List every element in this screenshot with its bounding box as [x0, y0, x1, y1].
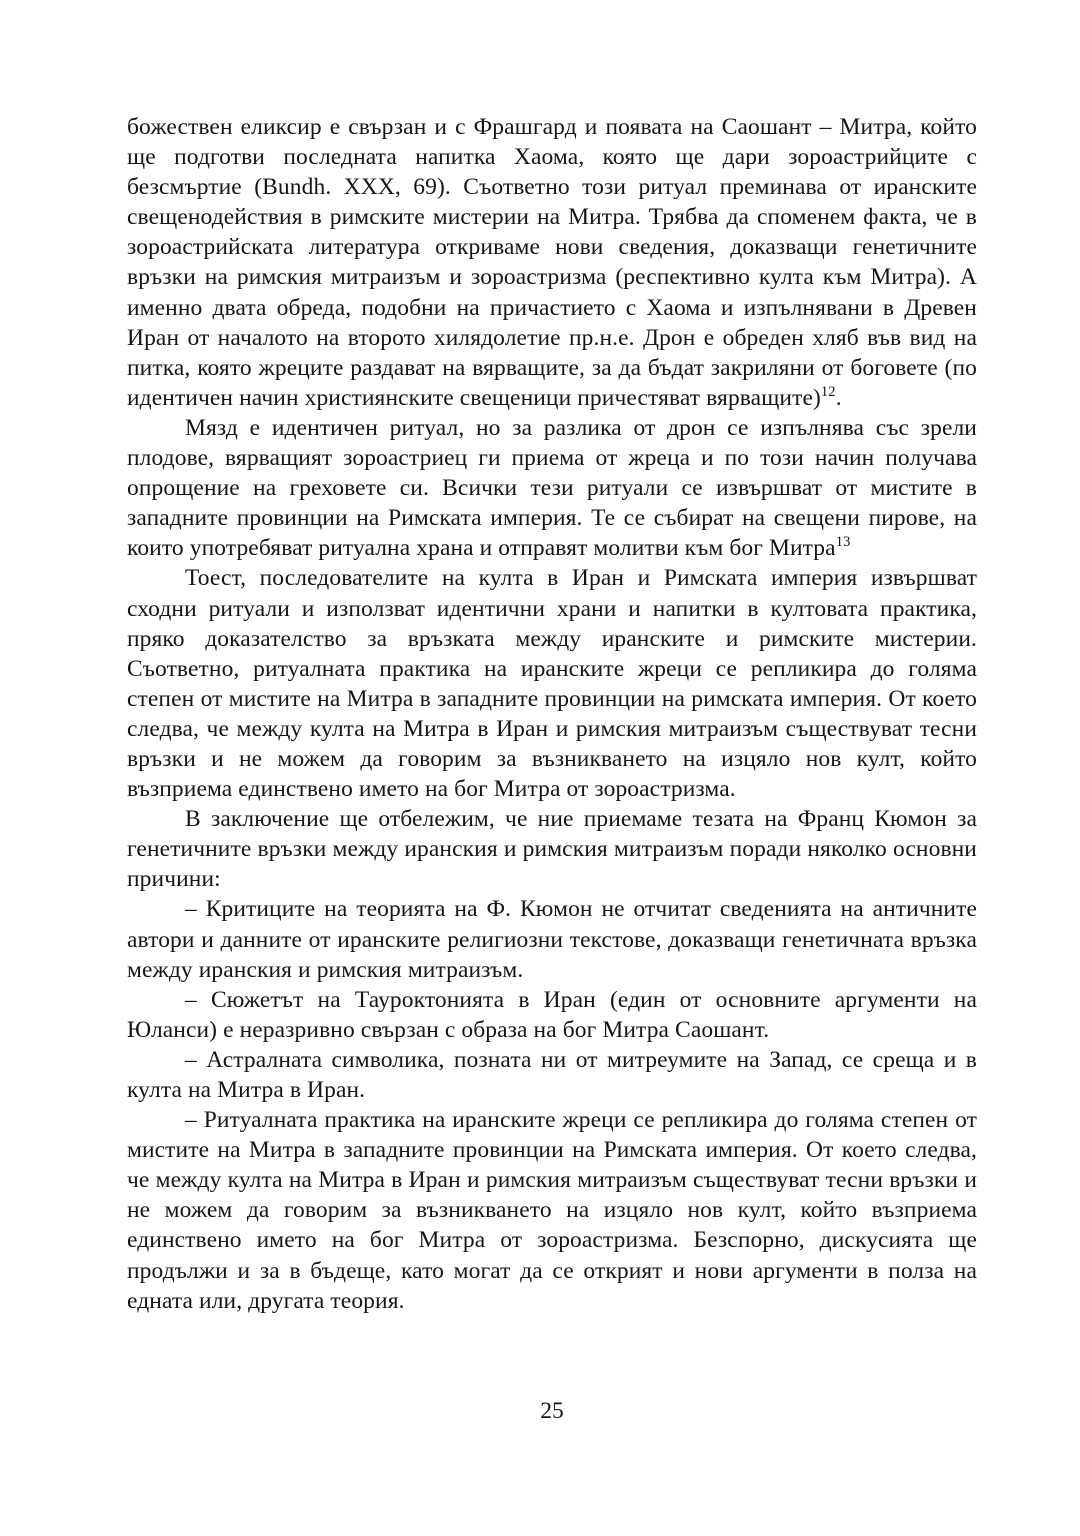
text-run: . — [835, 384, 842, 411]
text-run: – Ритуалната практика на иранските жреци се репликира до голяма степен от мистите на Митра в западните провинции на Римската империя. От което следва, че между култа на Митра в Иран и римския митраизъм съществуват тесни връзки и не можем да говорим за възникването на изцяло нов култ, който възприема единствено името на бог Митра от зороастризма. Безспорно, дискусията ще продължи и за в бъдеще, като могат да се открият и нови аргументи в полза на едната или, другата теория. — [127, 1107, 977, 1314]
paragraph-5 — [127, 894, 977, 984]
paragraph-8 — [127, 1105, 977, 1316]
text-run: В заключение ще отбележим, че ние приемаме тезата на Франц Кюмон за генетичните връзки между иранския и римския митраизъм поради няколко основни причини: — [127, 806, 977, 893]
text-run: Тоест, последователите на култа в Иран и Римската империя извършват сходни ритуали и използват идентични храни и напитки в култовата практика, пряко доказателство за връзката между иранските и римските мистерии. Съответно, ритуалната практика на иранските жреци се репликира до голяма степен от мистите на Митра в западните провинции на римската империя. От което следва, че между култа на Митра в Иран и римския митраизъм съществуват тесни връзки и не можем да говорим за възникването на изцяло нов култ, който възприема единствено името на бог Митра от зороастризма. — [127, 565, 977, 803]
footnote-ref: 12 — [820, 384, 836, 401]
footnote-ref: 13 — [835, 534, 851, 551]
paragraph-3 — [127, 563, 977, 804]
paragraph-1 — [127, 112, 977, 413]
text-run: божествен еликсир е свързан и с Фрашгард и появата на Саошант – Митра, който ще подготви последната напитка Хаома, която ще дари зороастрийците с безсмъртие (Bundh. XXX, 69). Съответно този ритуал преминава от иранските свещенодействия в римските мистерии на Митра. Трябва да споменем факта, че в зороастрийската литература откриваме нови сведения, доказващи генетичните връзки на римския митраизъм и зороастризма (респективно култа към Митра). А именно двата обреда, подобни на причастието с Хаома и изпълнявани в Древен Иран от началото на второто хилядолетие пр.н.е. Дрон е обреден хляб във вид на питка, която жреците раздават на вярващите, за да бъдат закриляни от боговете (по идентичен начин християнските свещеници причестяват вярващите) — [127, 114, 977, 411]
paragraph-6 — [127, 985, 977, 1045]
paragraph-2 — [127, 413, 977, 563]
page-number: 25 — [540, 1398, 564, 1424]
text-run: – Астралната символика, позната ни от митреумите на Запад, се среща и в култа на Митра в Иран. — [127, 1046, 977, 1103]
paragraph-4 — [127, 804, 977, 894]
text-run: – Сюжетът на Тауроктонията в Иран (един от основните аргументи на Юланси) е неразривно свързан с образа на бог Митра Саошант. — [127, 986, 977, 1043]
page-body — [127, 112, 977, 1316]
paragraph-7 — [127, 1045, 977, 1105]
text-run: – Критиците на теорията на Ф. Кюмон не отчитат сведенията на античните автори и данните от иранските религиозни текстове, доказващи генетичната връзка между иранския и римския митраизъм. — [127, 896, 977, 983]
text-run: Мязд е идентичен ритуал, но за разлика от дрон се изпълнява със зрели плодове, вярващият зороастриец ги приема от жреца и по този начин получава опрощение на греховете си. Всички тези ритуали се извършват от мистите в западните провинции на Римската империя. Те се събират на свещени пирове, на които употребяват ритуална храна и отправят молитви към бог Митра — [127, 414, 977, 562]
